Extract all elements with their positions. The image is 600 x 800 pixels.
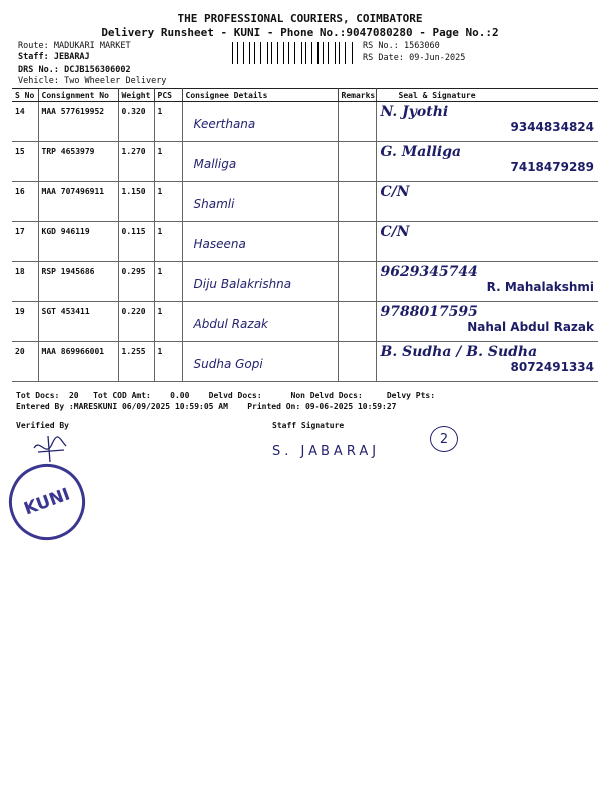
staff-label: Staff: xyxy=(18,52,49,62)
cell-pcs: 1 xyxy=(154,142,182,182)
cell-pcs: 1 xyxy=(154,222,182,262)
route-label: Route: xyxy=(18,41,49,51)
cell-consignee xyxy=(182,182,338,222)
verifier-signature-icon xyxy=(30,432,70,464)
consignee-handwriting: Sudha Gopi xyxy=(193,357,263,371)
col-header-seal-signature: Seal & Signature xyxy=(376,89,598,102)
cell-remarks xyxy=(338,262,376,302)
totals-line: Tot Docs: 20 Tot COD Amt: 0.00 Delvd Docs: Non Delvd Docs: Delvy Pts: xyxy=(16,391,436,400)
cell-remarks xyxy=(338,342,376,382)
cell-consignment-no: RSP 1945686 xyxy=(38,262,118,302)
rs-no-label: RS No.: xyxy=(363,41,399,51)
cell-weight: 1.270 xyxy=(118,142,154,182)
cell-consignment-no: MAA 869966001 xyxy=(38,342,118,382)
vehicle-line xyxy=(18,76,166,86)
barcode xyxy=(232,42,356,64)
rs-date-value: 09-Jun-2025 xyxy=(409,53,466,63)
cell-seal-signature xyxy=(376,342,598,382)
cell-weight: 1.255 xyxy=(118,342,154,382)
table-row xyxy=(12,342,598,382)
cell-seal-signature xyxy=(376,102,598,142)
cell-weight: 1.150 xyxy=(118,182,154,222)
consignee-handwriting: Keerthana xyxy=(193,117,256,131)
table-header-row xyxy=(12,89,598,102)
vehicle-value: Two Wheeler Delivery xyxy=(64,76,167,86)
cell-sno: 16 xyxy=(12,182,38,222)
cell-remarks xyxy=(338,142,376,182)
table-row xyxy=(12,142,598,182)
cell-seal-signature xyxy=(376,182,598,222)
cell-sno: 20 xyxy=(12,342,38,382)
cell-weight: 0.320 xyxy=(118,102,154,142)
cell-consignee xyxy=(182,222,338,262)
entered-printed-line: Entered By :MARESKUNI 06/09/2025 10:59:05 AM Printed On: 09-06-2025 10:59:27 xyxy=(16,402,397,411)
consignee-handwriting: Abdul Razak xyxy=(193,317,268,331)
signature-line-a: G. Malliga xyxy=(380,144,462,160)
signature-line-b: Nahal Abdul Razak xyxy=(467,320,594,334)
staff-value: JEBARAJ xyxy=(53,52,90,62)
cell-seal-signature xyxy=(376,302,598,342)
cell-consignment-no: MAA 577619952 xyxy=(38,102,118,142)
company-name: THE PROFESSIONAL COURIERS, COIMBATORE xyxy=(177,12,423,25)
staff-line xyxy=(18,52,90,62)
signature-line-b: 8072491334 xyxy=(510,360,594,374)
cell-weight: 0.295 xyxy=(118,262,154,302)
signature-line-a: 9629345744 xyxy=(380,264,478,280)
verified-by-label: Verified By xyxy=(16,421,69,430)
cell-remarks xyxy=(338,102,376,142)
kuni-stamp: KUNI xyxy=(0,453,96,550)
consignee-handwriting: Malliga xyxy=(193,157,237,171)
signature-line-b: 9344834824 xyxy=(510,120,594,134)
cell-pcs: 1 xyxy=(154,302,182,342)
route-line xyxy=(18,41,131,51)
col-header-sno: S No xyxy=(12,89,38,102)
cell-remarks xyxy=(338,182,376,222)
signature-line-a: B. Sudha / B. Sudha xyxy=(380,344,538,360)
cell-sno: 17 xyxy=(12,222,38,262)
runsheet-table xyxy=(12,88,598,382)
drs-value: DCJB156306002 xyxy=(64,65,131,75)
cell-consignment-no: MAA 707496911 xyxy=(38,182,118,222)
cell-weight: 0.115 xyxy=(118,222,154,262)
consignee-handwriting: Haseena xyxy=(193,237,246,251)
cell-pcs: 1 xyxy=(154,342,182,382)
cell-remarks xyxy=(338,302,376,342)
cell-consignee xyxy=(182,262,338,302)
table-row xyxy=(12,222,598,262)
consignee-handwriting: Shamli xyxy=(193,197,235,211)
signature-line-a: C/N xyxy=(380,184,410,200)
cell-seal-signature xyxy=(376,222,598,262)
cell-consignment-no: TRP 4653979 xyxy=(38,142,118,182)
signature-line-a: C/N xyxy=(380,224,410,240)
cell-weight: 0.220 xyxy=(118,302,154,342)
drs-line xyxy=(18,65,131,75)
col-header-weight: Weight xyxy=(118,89,154,102)
staff-signature-label: Staff Signature xyxy=(272,421,345,430)
rs-no-value: 1563060 xyxy=(403,41,440,51)
table-row xyxy=(12,102,598,142)
col-header-consignee: Consignee Details xyxy=(182,89,338,102)
cell-pcs: 1 xyxy=(154,182,182,222)
cell-consignee xyxy=(182,342,338,382)
col-header-consignment: Consignment No xyxy=(38,89,118,102)
signature-line-a: 9788017595 xyxy=(380,304,478,320)
table-row xyxy=(12,262,598,302)
cell-consignment-no: KGD 946119 xyxy=(38,222,118,262)
rs-date-label: RS Date: xyxy=(363,53,404,63)
col-header-pcs: PCS xyxy=(154,89,182,102)
vehicle-label: Vehicle: xyxy=(18,76,59,86)
cell-consignee xyxy=(182,102,338,142)
table-row xyxy=(12,182,598,222)
route-value: MADUKARI MARKET xyxy=(53,41,131,51)
cell-pcs: 1 xyxy=(154,262,182,302)
cell-consignment-no: SGT 453411 xyxy=(38,302,118,342)
cell-pcs: 1 xyxy=(154,102,182,142)
drs-label: DRS No.: xyxy=(18,65,59,75)
runsheet-title: Delivery Runsheet - KUNI - Phone No.:9047080280 - Page No.:2 xyxy=(101,26,499,39)
col-header-remarks: Remarks xyxy=(338,89,376,102)
cell-sno: 15 xyxy=(12,142,38,182)
cell-seal-signature xyxy=(376,262,598,302)
staff-handwritten-signature: S. JABARAJ xyxy=(272,444,381,459)
consignee-handwriting: Diju Balakrishna xyxy=(193,277,292,291)
signature-line-a: N. Jyothi xyxy=(380,104,449,120)
cell-sno: 19 xyxy=(12,302,38,342)
signature-line-b: R. Mahalakshmi xyxy=(486,280,594,294)
cell-sno: 14 xyxy=(12,102,38,142)
signature-line-b: 7418479289 xyxy=(510,160,594,174)
cell-sno: 18 xyxy=(12,262,38,302)
table-row xyxy=(12,302,598,342)
page-number-circle: 2 xyxy=(430,426,458,452)
cell-seal-signature xyxy=(376,142,598,182)
cell-consignee xyxy=(182,302,338,342)
cell-remarks xyxy=(338,222,376,262)
cell-consignee xyxy=(182,142,338,182)
rs-no-line xyxy=(363,41,440,51)
rs-date-line xyxy=(363,53,465,63)
